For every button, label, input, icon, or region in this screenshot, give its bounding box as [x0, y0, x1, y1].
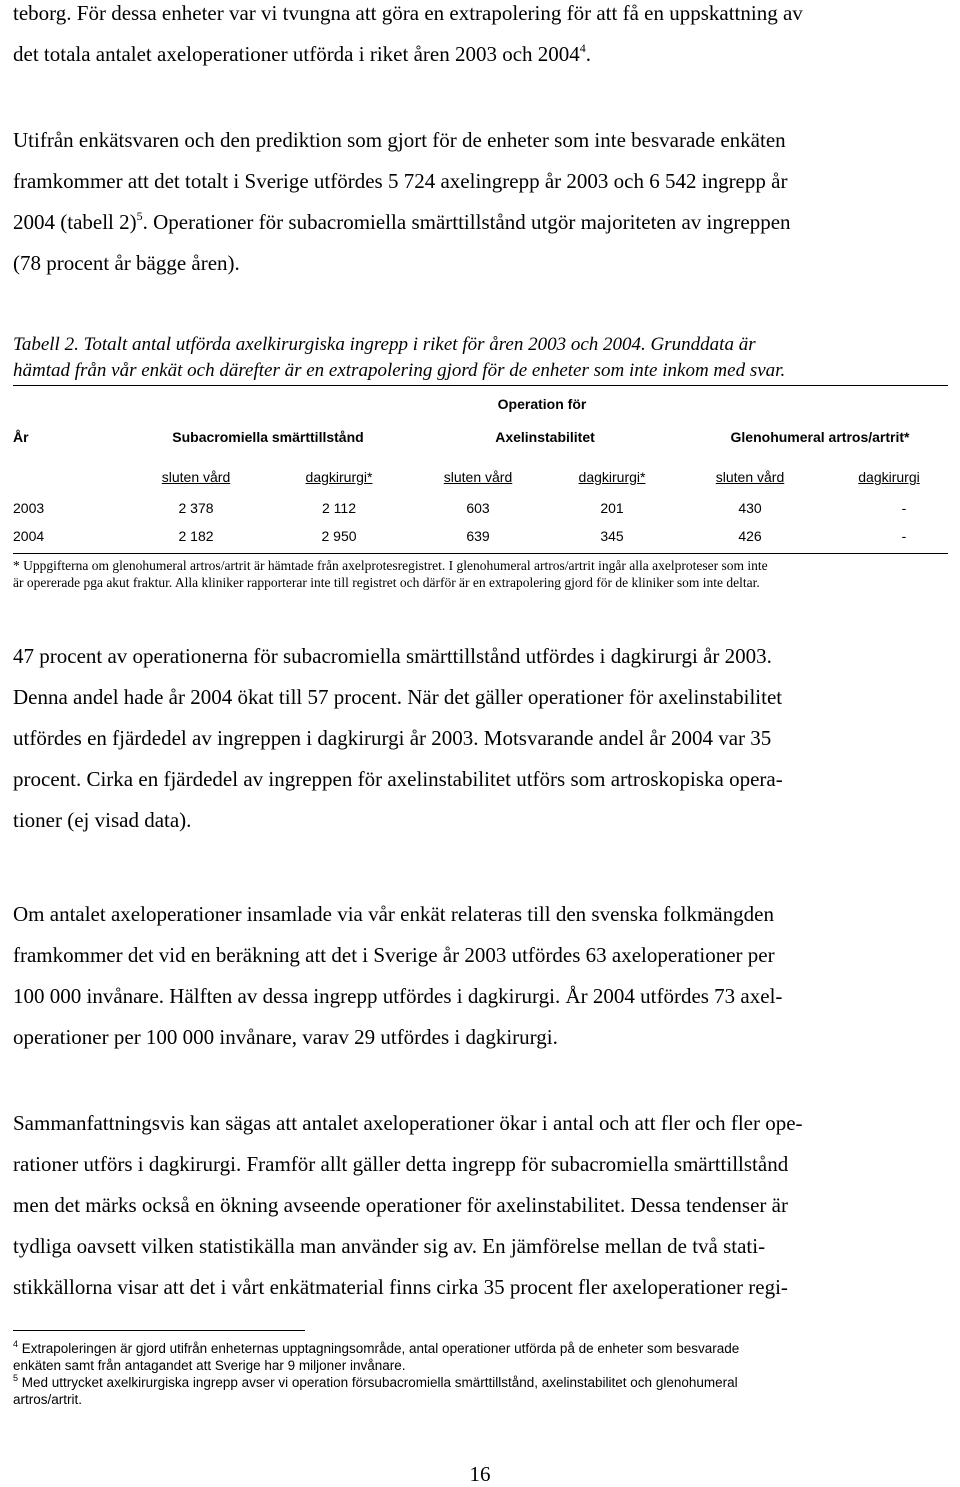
text-line: Om antalet axeloperationer insamlade via vår enkät relateras till den svenska folkmängden	[13, 902, 774, 926]
table-cell: 201	[600, 500, 624, 516]
table-cell: 2 950	[321, 528, 357, 544]
text-line: men det märks också en ökning avseende operationer för axelinstabilitet. Dessa tendenser är	[13, 1193, 788, 1217]
footnote-text: Extrapoleringen är gjord utifrån enheternas upptagningsområde, antal operationer utförda på de enheter som besvarade	[21, 1341, 740, 1356]
subheader-sluten: sluten vård	[443, 469, 513, 485]
footnote-text: artros/artrit.	[13, 1392, 83, 1407]
table-cell: 345	[600, 528, 624, 544]
text-line: operationer per 100 000 invånare, varav 29 utfördes i dagkirurgi.	[13, 1025, 558, 1049]
footnotes	[13, 1340, 948, 1408]
group-header-subacromial: Subacromiella smärttillstånd	[172, 429, 364, 445]
footnote-text: Med uttrycket axelkirurgiska ingrepp avser vi operation försubacromiella smärttillstånd, axelinstabilitet och glenohumeral	[21, 1375, 738, 1390]
text-line	[13, 34, 948, 75]
footnote-mark: 4	[13, 1339, 19, 1349]
text-line: framkommer att det totalt i Sverige utfördes 5 724 axelingrepp år 2003 och 6 542 ingrepp år	[13, 169, 788, 193]
text-line: tydliga oavsett vilken statistikälla man använder sig av. En jämförelse mellan de två stati-	[13, 1234, 766, 1258]
subheader-dagkirurgi: dagkirurgi	[858, 469, 920, 485]
table-cell: 603	[466, 500, 490, 516]
footnote-5	[13, 1374, 948, 1391]
text-line: stikkällorna visar att det i vårt enkätmaterial finns cirka 35 procent fler axeloperationer regi-	[13, 1275, 788, 1299]
row-year: 2003	[13, 500, 45, 516]
row-year: 2004	[13, 528, 45, 544]
text-segment: det totala antalet axeloperationer utförda i riket åren 2003 och 2004	[13, 42, 580, 66]
table-cell: 639	[466, 528, 490, 544]
footnote-separator	[13, 1330, 305, 1331]
footnote-mark: 5	[13, 1373, 19, 1383]
subheader-dagkirurgi: dagkirurgi*	[578, 469, 646, 485]
dagkirurgi-paragraph	[13, 636, 948, 841]
table-cell: 426	[738, 528, 762, 544]
table-cell: 2 112	[322, 500, 356, 516]
text-line: Utifrån enkätsvaren och den prediktion som gjort för de enheter som inte besvarade enkäten	[13, 128, 786, 152]
subheader-sluten: sluten vård	[715, 469, 785, 485]
text-segment: . Operationer för subacromiella smärttillstånd utgör majoriteten av ingreppen	[142, 210, 791, 234]
footnote-4	[13, 1340, 948, 1357]
table-caption	[13, 332, 948, 384]
text-line: 100 000 invånare. Hälften av dessa ingrepp utfördes i dagkirurgi. År 2004 utfördes 73 axel-	[13, 984, 783, 1008]
text-line: Denna andel hade år 2004 ökat till 57 procent. När det gäller operationer för axelinstabilitet	[13, 685, 783, 709]
conclusion-paragraph	[13, 1103, 948, 1308]
text-segment: 2004 (tabell 2)	[13, 210, 137, 234]
text-segment: .	[585, 42, 592, 66]
caption-line: Tabell 2. Totalt antal utförda axelkirurgiska ingrepp i riket för åren 2003 och 2004. Grunddata är	[13, 334, 756, 355]
table-note	[13, 557, 948, 591]
text-line: (78 procent år bägge åren).	[13, 251, 240, 275]
subheader-dagkirurgi: dagkirurgi*	[305, 469, 373, 485]
super-header: Operation för	[497, 396, 587, 412]
text-line: Sammanfattningsvis kan sägas att antalet axeloperationer ökar i antal och att fler och fler ope-	[13, 1111, 803, 1135]
text-line: framkommer det vid en beräkning att det i Sverige år 2003 utfördes 63 axeloperationer per	[13, 943, 775, 967]
year-header: År	[13, 429, 29, 445]
caption-line: hämtad från vår enkät och därefter är en extrapolering gjord för de enheter som inte inkom med svar.	[13, 360, 786, 381]
footnote-ref-4: 4	[579, 41, 586, 55]
page-number: 16	[469, 1462, 491, 1486]
summary-paragraph	[13, 120, 948, 284]
text-line: procent. Cirka en fjärdedel av ingreppen för axelinstabilitet utförs som artroskopiska opera-	[13, 767, 783, 791]
table-cell: -	[901, 500, 907, 516]
table-cell: 430	[738, 500, 762, 516]
table-top-rule	[13, 385, 948, 386]
text-line: tioner (ej visad data).	[13, 808, 192, 832]
intro-paragraph	[13, 0, 948, 75]
footnote-ref-5: 5	[136, 209, 143, 223]
table-bottom-rule	[13, 553, 948, 554]
text-line: rationer utförs i dagkirurgi. Framför allt gäller detta ingrepp för subacromiella smärttillstånd	[13, 1152, 789, 1176]
table-cell: 2 378	[178, 500, 214, 516]
group-header-instability: Axelinstabilitet	[495, 429, 595, 445]
table-cell: -	[901, 528, 907, 544]
text-line	[13, 202, 948, 243]
text-line: 47 procent av operationerna för subacromiella smärttillstånd utfördes i dagkirurgi år 2003.	[13, 644, 772, 668]
text-line: utfördes en fjärdedel av ingreppen i dagkirurgi år 2003. Motsvarande andel år 2004 var 35	[13, 726, 772, 750]
note-line: * Uppgifterna om glenohumeral artros/artrit är hämtade från axelprotesregistret. I glenohumeral artros/artrit ingår alla axelproteser som inte	[13, 558, 768, 573]
subheader-sluten: sluten vård	[161, 469, 231, 485]
note-line: är opererade pga akut fraktur. Alla kliniker rapporterar inte till registret och därför är en extrapolering gjord för de kliniker som inte deltar.	[13, 575, 760, 590]
footnote-text: enkäten samt från antagandet att Sverige har 9 miljoner invånare.	[13, 1358, 406, 1373]
population-paragraph	[13, 894, 948, 1058]
group-header-glenohumeral: Glenohumeral artros/artrit*	[730, 429, 910, 445]
text-line: teborg. För dessa enheter var vi tvungna att göra en extrapolering för att få en uppskattning av	[13, 1, 803, 25]
table-cell: 2 182	[178, 528, 214, 544]
